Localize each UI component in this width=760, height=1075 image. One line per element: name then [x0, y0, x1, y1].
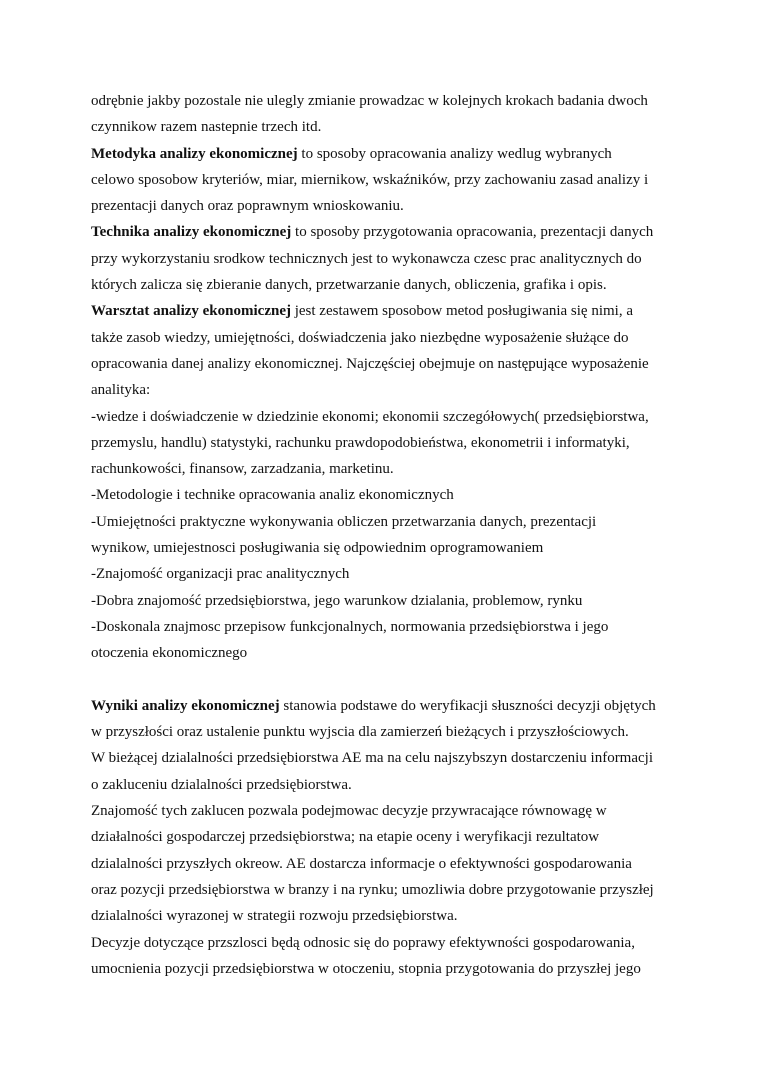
text-line: czynnikow razem nastepnie trzech itd.	[91, 119, 322, 136]
text-line: celowo sposobow kryteriów, miar, miernikow, wskaźników, przy zachowaniu zasad analizy i	[91, 171, 649, 188]
text-line: dzialalności przyszłych okreow. AE dostarcza informacje o efektywności gospodarowania	[91, 855, 632, 872]
text-line: analityka:	[91, 382, 151, 399]
text-line: umocnienia pozycji przedsiębiorstwa w otoczeniu, stopnia przygotowania do przyszłej jego	[91, 960, 641, 977]
text-line: odrębnie jakby pozostale nie ulegly zmianie prowadzac w kolejnych krokach badania dwoch	[91, 93, 648, 109]
text-line: przy wykorzystaniu srodkow technicznych jest to wykonawcza czesc prac analitycznych do	[91, 250, 642, 267]
text-line: wynikow, umiejestnosci posługiwania się odpowiednim oprogramowaniem	[91, 540, 544, 557]
term-metodyka: Metodyka analizy ekonomicznej	[91, 145, 298, 162]
warsztat-paragraph	[91, 298, 681, 666]
text-line: W bieżącej dzialalności przedsiębiorstwa AE ma na celu najszybszyn dostarczeniu informacji	[91, 750, 654, 767]
definition-start: stanowia podstawe do weryfikacji słuszności decyzji objętych	[279, 697, 656, 714]
text-line	[91, 141, 681, 167]
text-line: rachunkowości, finansow, zarzadzania, marketinu.	[91, 461, 394, 478]
text-line	[91, 219, 681, 245]
definition-start: to sposoby opracowania analizy wedlug wybranych	[297, 145, 612, 162]
document-page	[91, 88, 681, 982]
text-line: przemyslu, handlu) statystyki, rachunku prawdopodobieństwa, ekonometrii i informatyki,	[91, 434, 630, 451]
term-technika: Technika analizy ekonomicznej	[91, 224, 292, 241]
text-line: w przyszłości oraz ustalenie punktu wyjscia dla zamierzeń bieżących i przyszłościowych.	[91, 724, 629, 741]
text-line	[91, 693, 681, 719]
list-item: -wiedze i doświadczenie w dziedzinie ekonomi; ekonomii szczegółowych( przedsiębiorstwa,	[91, 408, 649, 425]
text-line: także zasob wiedzy, umiejętności, doświadczenia jako niezbędne wyposażenie służące do	[91, 329, 629, 346]
paragraph-gap	[91, 667, 681, 693]
definition-start: to sposoby przygotowania opracowania, prezentacji danych	[291, 224, 654, 241]
list-item: -Znajomość organizacji prac analitycznych	[91, 566, 350, 583]
list-item: -Umiejętności praktyczne wykonywania obliczen przetwarzania danych, prezentacji	[91, 513, 597, 530]
text-line: oraz pozycji przedsiębiorstwa w branzy i na rynku; umozliwia dobre przygotowanie przyszłej	[91, 881, 654, 898]
text-line: Decyzje dotyczące przszlosci będą odnosic się do poprawy efektywności gospodarowania,	[91, 934, 635, 951]
text-line: prezentacji danych oraz poprawnym wnioskowaniu.	[91, 198, 404, 215]
text-line: otoczenia ekonomicznego	[91, 645, 248, 662]
text-line: opracowania danej analizy ekonomicznej. Najczęściej obejmuje on następujące wyposażenie	[91, 355, 649, 372]
text-line	[91, 298, 681, 324]
technika-paragraph	[91, 219, 681, 298]
term-wyniki: Wyniki analizy ekonomicznej	[91, 697, 280, 714]
text-line: których zalicza się zbieranie danych, przetwarzanie danych, obliczenia, grafika i opis.	[91, 277, 607, 294]
list-item: -Doskonala znajmosc przepisow funkcjonalnych, normowania przedsiębiorstwa i jego	[91, 618, 609, 635]
text-line: dzialalności wyrazonej w strategii rozwoju przedsiębiorstwa.	[91, 908, 458, 925]
intro-paragraph	[91, 88, 681, 141]
text-line: o zakluceniu dzialalności przedsiębiorstwa.	[91, 776, 352, 793]
term-warsztat: Warsztat analizy ekonomicznej	[91, 303, 291, 320]
definition-start: jest zestawem sposobow metod posługiwania się nimi, a	[290, 303, 633, 320]
list-item: -Dobra znajomość przedsiębiorstwa, jego warunkow dzialania, problemow, rynku	[91, 592, 583, 609]
list-item: -Metodologie i technike opracowania analiz ekonomicznych	[91, 487, 454, 504]
text-line: Znajomość tych zaklucen pozwala podejmowac decyzje przywracające równowagę w	[91, 803, 607, 820]
text-line: działalności gospodarczej przedsiębiorstwa; na etapie oceny i weryfikacji rezultatow	[91, 829, 600, 846]
metodyka-paragraph	[91, 141, 681, 220]
wyniki-paragraph	[91, 693, 681, 982]
